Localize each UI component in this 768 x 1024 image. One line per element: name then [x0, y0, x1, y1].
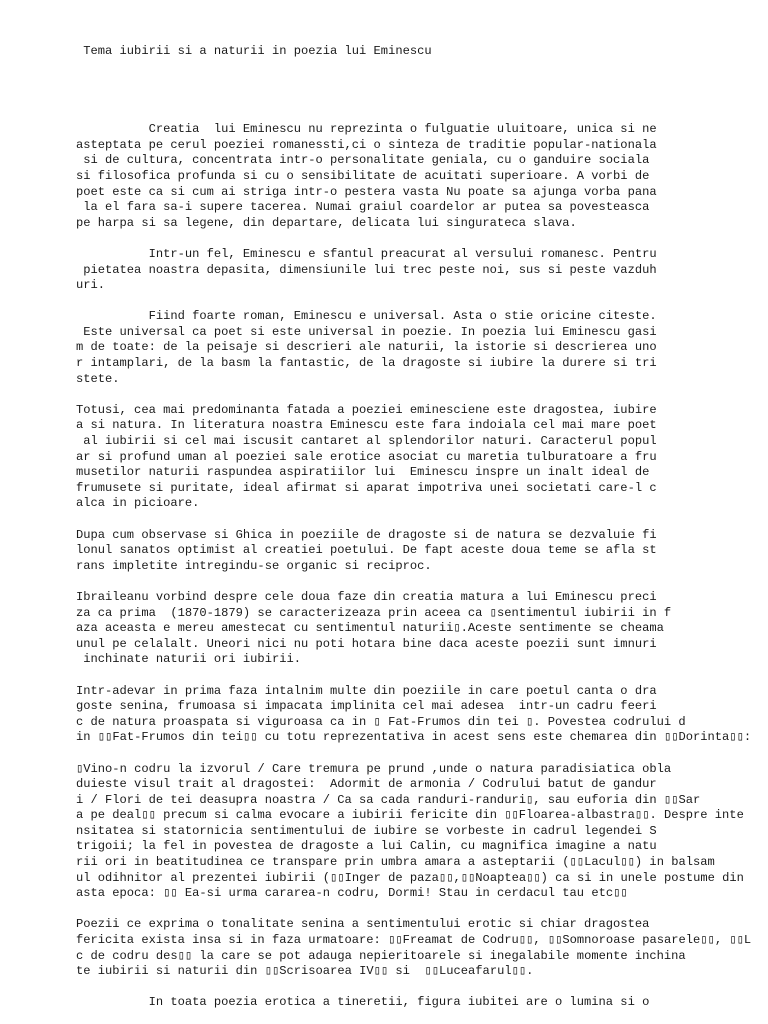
text-line: ul odihnitor al prezentei iubirii (▯▯Inger de paza▯▯,▯▯Noaptea▯▯) ca si in unele postume din — [76, 870, 744, 885]
text-line: asteptata pe cerul poeziei romanessti,ci o sinteza de traditie popular-nationala — [76, 137, 657, 152]
document-body — [76, 13, 766, 1024]
text-line: Este universal ca poet si este universal in poezie. In poezia lui Eminescu gasi — [76, 324, 657, 339]
text-line: al iubirii si cel mai iscusit cantaret al splendorilor naturi. Caracterul popul — [76, 434, 657, 449]
text-line: c de natura proaspata si viguroasa ca in ▯ Fat-Frumos din tei ▯. Povestea codrului d — [76, 714, 686, 729]
text-line: ar si profund uman al poeziei sale erotice asociat cu maretia tulburatoare a fru — [76, 449, 657, 464]
text-line: r intamplari, de la basm la fantastic, de la dragoste si iubire la durere si tri — [76, 356, 657, 371]
text-line: a pe deal▯▯ precum si calma evocare a iubirii fericite din ▯▯Floarea-albastra▯▯. Despre inte — [76, 808, 744, 823]
text-line: Totusi, cea mai predominanta fatada a poeziei eminesciene este dragostea, iubire — [76, 402, 657, 417]
text-line: alca in picioare. — [76, 496, 200, 511]
paragraph — [76, 247, 766, 294]
text-line: si filosofica profunda si cu o sensibilitate de acuitati superioare. A vorbi de — [76, 168, 650, 183]
text-line: musetilor naturii raspundea aspiratiilor lui Eminescu inspre un inalt ideal de — [76, 465, 650, 480]
text-line: c de codru des▯▯ la care se pot adauga nepieritoarele si inegalabile momente inchina — [76, 948, 686, 963]
paragraph — [76, 403, 766, 512]
text-line: i / Flori de tei deasupra noastra / Ca sa cada randuri-randuri▯, sau euforia din ▯▯Sar — [76, 792, 701, 807]
text-line: Intr-un fel, Eminescu e sfantul preacurat al versului romanesc. Pentru — [76, 246, 657, 261]
text-line: ▯Vino-n codru la izvorul / Care tremura pe prund ,unde o natura paradisiatica obla — [76, 761, 672, 776]
text-line — [76, 107, 766, 123]
paragraph — [76, 762, 766, 902]
text-line: frumusete si puritate, ideal afirmat si aparat impotriva unei societati care-l c — [76, 480, 657, 495]
text-line: a si natura. In literatura noastra Eminescu este fara indoiala cel mai mare poet — [76, 418, 657, 433]
text-line: Creatia lui Eminescu nu reprezinta o fulguatie uluitoare, unica si ne — [76, 122, 657, 137]
text-line: duieste visul trait al dragostei: Adormit de armonia / Codrului batut de gandur — [76, 777, 657, 792]
document-title: Tema iubirii si a naturii in poezia lui Eminescu — [76, 44, 432, 59]
text-line: lonul sanatos optimist al creatiei poetului. De fapt aceste doua teme se afla st — [76, 543, 657, 558]
text-line: m de toate: de la peisaje si descrieri ale naturii, la istorie si descrierea uno — [76, 340, 657, 355]
text-line: rii ori in beatitudinea ce transpare prin umbra amara a asteptarii (▯▯Lacul▯▯) in balsam — [76, 855, 715, 870]
paragraph — [76, 107, 766, 232]
text-line: pietatea noastra depasita, dimensiunile lui trec peste noi, sus si peste vazduh — [76, 262, 657, 277]
paragraph — [76, 528, 766, 575]
paragraph — [76, 684, 766, 746]
text-line: trigoii; la fel in povestea de dragoste a lui Calin, cu magnifica imagine a natu — [76, 839, 657, 854]
text-line: Poezii ce exprima o tonalitate senina a sentimentului erotic si chiar dragostea — [76, 917, 650, 932]
text-line: rans impletite intregindu-se organic si reciproc. — [76, 558, 432, 573]
text-line: stete. — [76, 371, 120, 386]
text-line: poet este ca si cum ai striga intr-o pestera vasta Nu poate sa ajunga vorba pana — [76, 184, 657, 199]
text-line: la el fara sa-i supere tacerea. Numai graiul coardelor ar putea sa povesteasca — [76, 200, 650, 215]
text-line: unul pe celalalt. Uneori nici nu poti hotara bine daca aceste poezii sunt imnuri — [76, 636, 657, 651]
text-line: goste senina, frumoasa si impacata implinita cel mai adesea intr-un cadru feeri — [76, 699, 657, 714]
text-line: aza aceasta e mereu amestecat cu sentimentul naturii▯.Aceste sentimente se cheama — [76, 621, 664, 636]
text-line: Ibraileanu vorbind despre cele doua faze din creatia matura a lui Eminescu preci — [76, 589, 657, 604]
text-line: Intr-adevar in prima faza intalnim multe din poeziile in care poetul canta o dra — [76, 683, 657, 698]
paragraph — [76, 309, 766, 387]
paragraph — [76, 995, 766, 1011]
text-line: nsitatea si statornicia sentimentului de iubire se vorbeste in cadrul legendei S — [76, 823, 657, 838]
text-line: uri. — [76, 278, 106, 293]
paragraph — [76, 917, 766, 979]
text-line: fericita exista insa si in faza urmatoare: ▯▯Freamat de Codru▯▯, ▯▯Somnoroase pasarele▯▯, ▯▯L — [76, 933, 752, 948]
text-line: pe harpa si sa legene, din departare, delicata lui singurateca slava. — [76, 215, 577, 230]
text-line: Dupa cum observase si Ghica in poeziile de dragoste si de natura se dezvaluie fi — [76, 527, 657, 542]
paragraph — [76, 590, 766, 668]
text-line: asta epoca: ▯▯ Ea-si urma cararea-n codru, Dormi! Stau in cerdacul tau etc▯▯ — [76, 886, 628, 901]
text-line: te iubirii si naturii din ▯▯Scrisoarea IV▯▯ si ▯▯Luceafarul▯▯. — [76, 964, 534, 979]
text-line: in ▯▯Fat-Frumos din tei▯▯ cu totu reprezentativa in acest sens este chemarea din ▯▯Dorinta▯▯: — [76, 730, 752, 745]
text-line: inchinate naturii ori iubirii. — [76, 652, 301, 667]
text-line: za ca prima (1870-1879) se caracterizeaza prin aceea ca ▯sentimentul iubirii in f — [76, 605, 672, 620]
text-line: si de cultura, concentrata intr-o personalitate geniala, cu o ganduire sociala — [76, 153, 650, 168]
text-line: In toata poezia erotica a tineretii, figura iubitei are o lumina si o — [76, 995, 650, 1010]
text-line: Fiind foarte roman, Eminescu e universal. Asta o stie oricine citeste. — [76, 309, 657, 324]
